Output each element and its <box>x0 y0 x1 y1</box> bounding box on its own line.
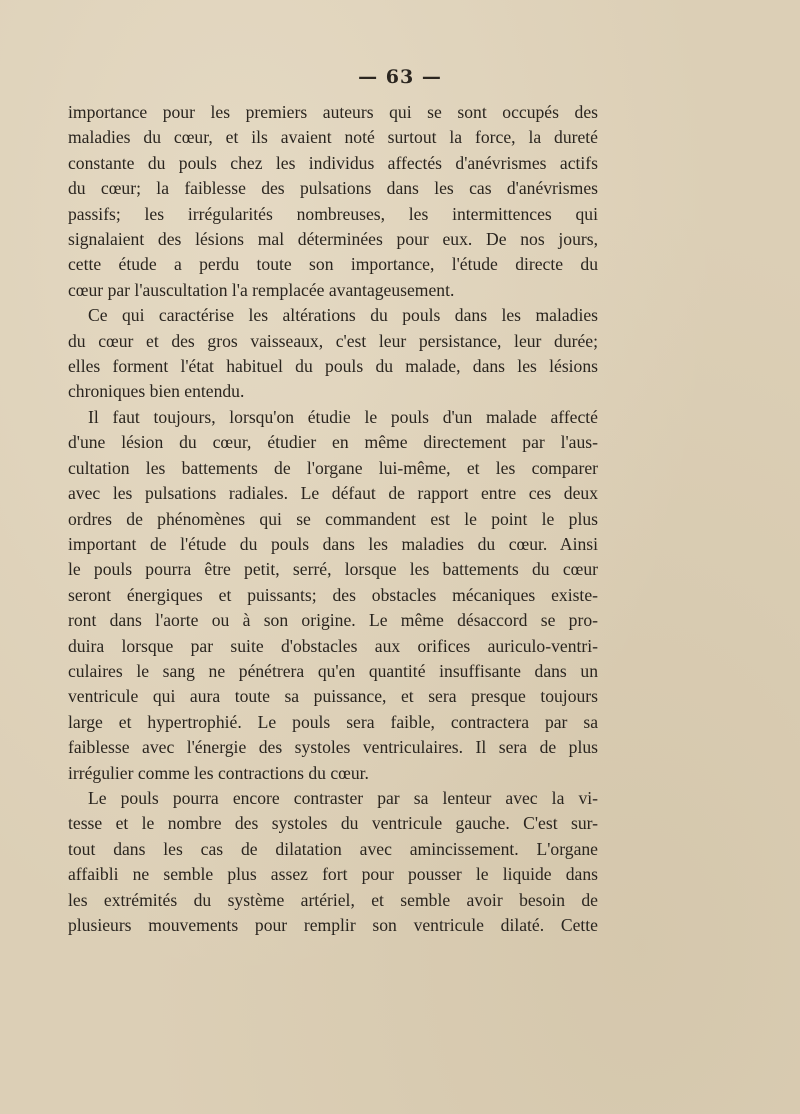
text-line: ront dans l'aorte ou à son origine. Le même désaccord se pro- <box>68 610 598 631</box>
text-line: du cœur et des gros vaisseaux, c'est leur persistance, leur durée; <box>68 330 598 351</box>
text-line: les extrémités du système artériel, et semble avoir besoin de <box>68 889 598 910</box>
text-line: passifs; les irrégularités nombreuses, les intermittences qui <box>68 203 598 224</box>
paragraph-1 <box>68 100 598 303</box>
text-line: du cœur; la faiblesse des pulsations dans les cas d'anévrismes <box>68 178 598 199</box>
paragraph-2 <box>68 303 598 405</box>
text-line: importance pour les premiers auteurs qui se sont occupés des <box>68 102 598 122</box>
text-line: ordres de phénomènes qui se commandent est le point le plus <box>68 508 598 529</box>
paragraph-4 <box>68 786 598 938</box>
text-line: cœur par l'auscultation l'a remplacée avantageusement. <box>68 279 455 300</box>
text-line: maladies du cœur, et ils avaient noté surtout la force, la dureté <box>68 127 598 148</box>
text-line: le pouls pourra être petit, serré, lorsque les battements du cœur <box>68 559 598 580</box>
text-line: ventricule qui aura toute sa puissance, et sera presque toujours <box>68 686 598 707</box>
text-line: avec les pulsations radiales. Le défaut de rapport entre ces deux <box>68 483 598 504</box>
text-line: Le pouls pourra encore contraster par sa lenteur avec la vi- <box>88 787 598 808</box>
text-line: seront énergiques et puissants; des obstacles mécaniques existe- <box>68 584 598 605</box>
text-line: tesse et le nombre des systoles du ventricule gauche. C'est sur- <box>68 813 598 834</box>
text-line: culaires le sang ne pénétrera qu'en quantité insuffisante dans un <box>68 660 598 681</box>
text-line: cette étude a perdu toute son importance, l'étude directe du <box>68 254 598 275</box>
text-line: important de l'étude du pouls dans les maladies du cœur. Ainsi <box>68 533 598 554</box>
text-line: chroniques bien entendu. <box>68 381 245 402</box>
text-line: Ce qui caractérise les altérations du pouls dans les maladies <box>88 305 598 326</box>
text-line: cultation les battements de l'organe lui-même, et les comparer <box>68 457 598 478</box>
text-line: constante du pouls chez les individus affectés d'anévrismes actifs <box>68 152 598 173</box>
text-line: irrégulier comme les contractions du cœur. <box>68 762 369 783</box>
text-line: elles forment l'état habituel du pouls du malade, dans les lésions <box>68 356 598 377</box>
text-line: d'une lésion du cœur, étudier en même directement par l'aus- <box>68 432 598 453</box>
text-line: tout dans les cas de dilatation avec amincissement. L'organe <box>68 838 598 859</box>
body-text <box>68 100 598 938</box>
text-line: large et hypertrophié. Le pouls sera faible, contractera par sa <box>68 711 598 732</box>
text-line: signalaient des lésions mal déterminées pour eux. De nos jours, <box>68 229 598 250</box>
text-line: affaibli ne semble plus assez fort pour pousser le liquide dans <box>68 864 598 885</box>
paragraph-3 <box>68 405 598 786</box>
text-line: faiblesse avec l'énergie des systoles ventriculaires. Il sera de plus <box>68 737 598 758</box>
page-number: — 63 — <box>358 66 442 88</box>
text-line: plusieurs mouvements pour remplir son ventricule dilaté. Cette <box>68 915 598 935</box>
text-line: duira lorsque par suite d'obstacles aux orifices auriculo-ventri- <box>68 635 598 656</box>
text-line: Il faut toujours, lorsqu'on étudie le pouls d'un malade affecté <box>88 406 598 427</box>
